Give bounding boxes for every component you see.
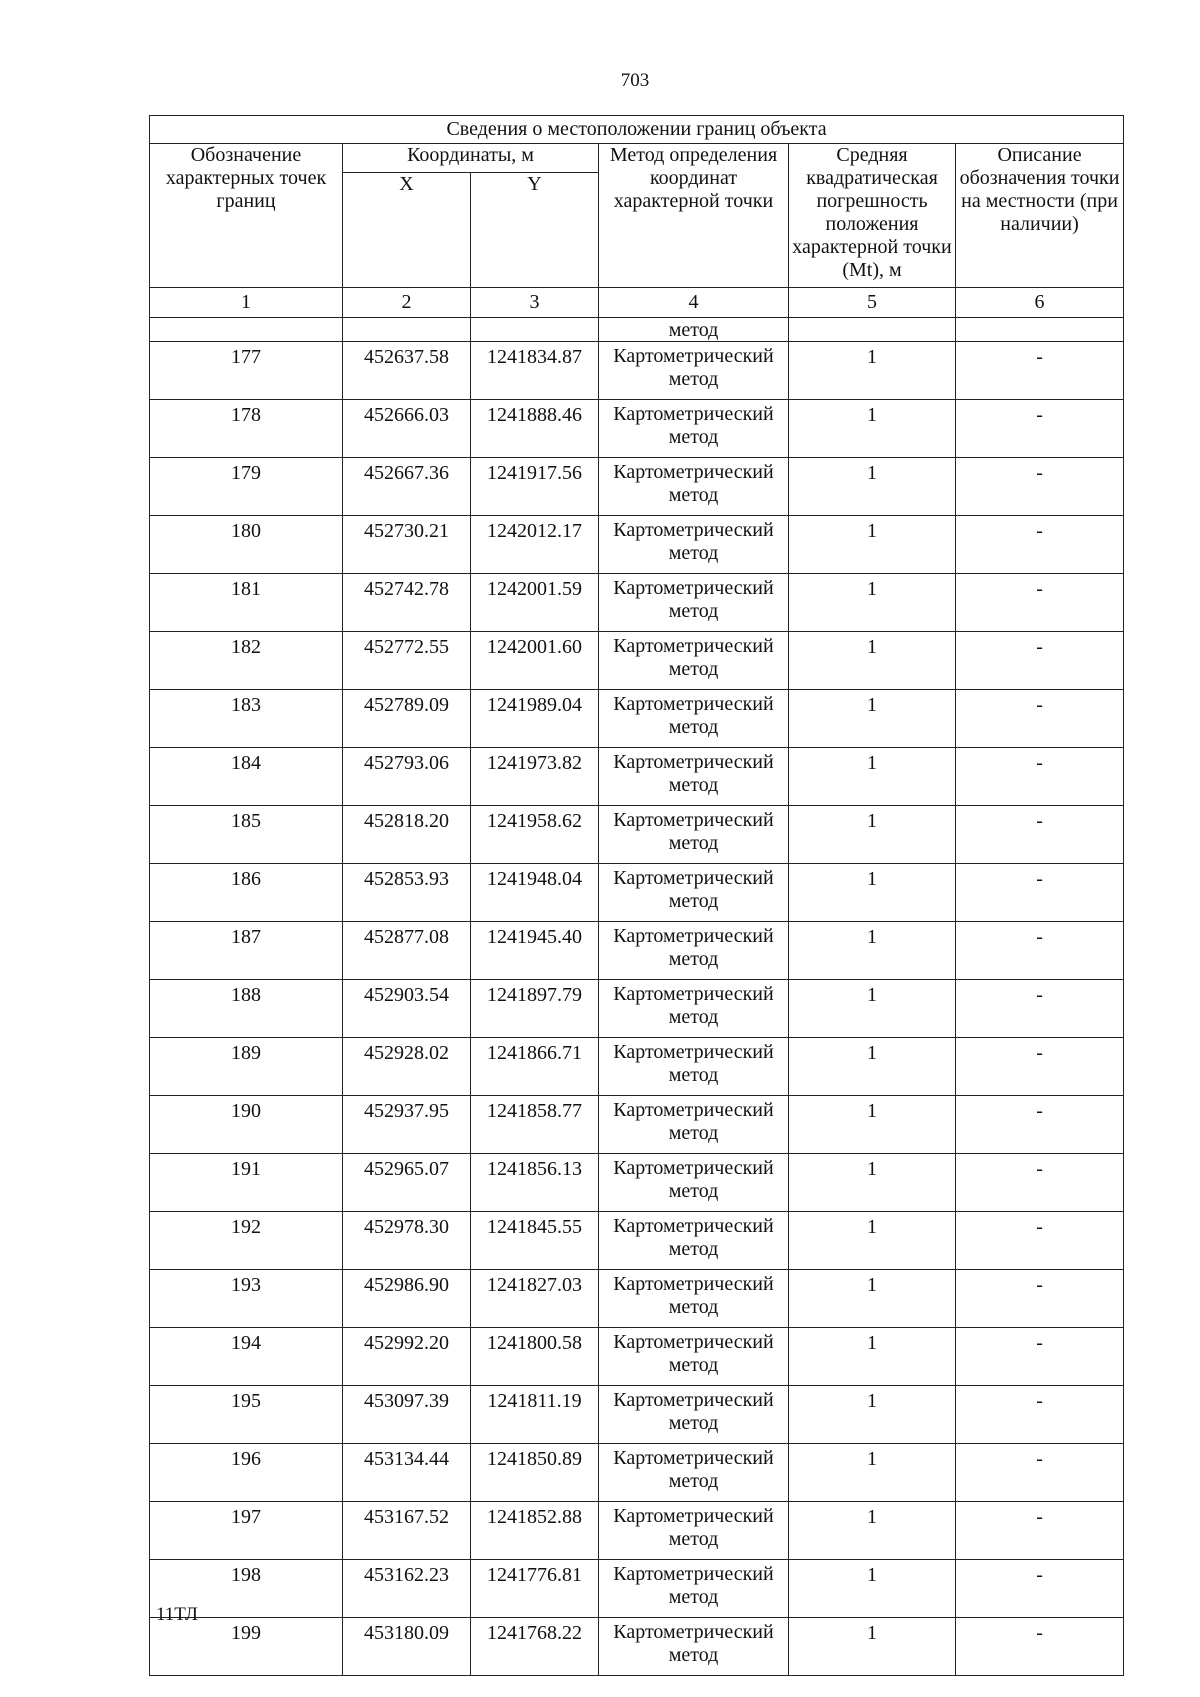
cell-error: 1 xyxy=(789,1502,956,1560)
cell-x: 452742.78 xyxy=(343,574,471,632)
cell-point: 190 xyxy=(150,1096,343,1154)
cell-x: 453167.52 xyxy=(343,1502,471,1560)
cell-error: 1 xyxy=(789,1096,956,1154)
cell-description: - xyxy=(956,1502,1124,1560)
cell-point: 194 xyxy=(150,1328,343,1386)
cell-y: 1241856.13 xyxy=(471,1154,599,1212)
cell-method: Картометрический метод xyxy=(599,632,789,690)
table-row xyxy=(150,1154,1124,1212)
cell-point: 199 xyxy=(150,1618,343,1676)
table-row xyxy=(150,1386,1124,1444)
cell-method: Картометрический метод xyxy=(599,342,789,400)
cell-method: Картометрический метод xyxy=(599,1270,789,1328)
cell-method: Картометрический метод xyxy=(599,458,789,516)
cell-x: 453162.23 xyxy=(343,1560,471,1618)
cell-error: 1 xyxy=(789,748,956,806)
cell-error: 1 xyxy=(789,1270,956,1328)
cell-x: 452818.20 xyxy=(343,806,471,864)
cell-error: 1 xyxy=(789,632,956,690)
cell-x: 452667.36 xyxy=(343,458,471,516)
cell-point: 184 xyxy=(150,748,343,806)
column-number: 1 xyxy=(150,288,343,318)
table-row xyxy=(150,1038,1124,1096)
cell-x: 452928.02 xyxy=(343,1038,471,1096)
cell-description: - xyxy=(956,458,1124,516)
cell-x: 453180.09 xyxy=(343,1618,471,1676)
cell-error: 1 xyxy=(789,690,956,748)
table-row xyxy=(150,1270,1124,1328)
cell-y: 1241811.19 xyxy=(471,1386,599,1444)
cell-method: Картометрический метод xyxy=(599,690,789,748)
cell-error: 1 xyxy=(789,1328,956,1386)
cell-x: 452666.03 xyxy=(343,400,471,458)
cell-error: 1 xyxy=(789,1618,956,1676)
table-body xyxy=(150,318,1124,1676)
table-row xyxy=(150,864,1124,922)
table-row xyxy=(150,1502,1124,1560)
cell-method: Картометрический метод xyxy=(599,748,789,806)
column-number: 2 xyxy=(343,288,471,318)
table-row xyxy=(150,516,1124,574)
table-row xyxy=(150,1560,1124,1618)
column-number: 6 xyxy=(956,288,1124,318)
cell-point: 182 xyxy=(150,632,343,690)
cell-error: 1 xyxy=(789,1560,956,1618)
cell-x: 452903.54 xyxy=(343,980,471,1038)
cell-error: 1 xyxy=(789,922,956,980)
table-title: Сведения о местоположении границ объекта xyxy=(150,116,1124,144)
cell-y: 1241776.81 xyxy=(471,1560,599,1618)
cell-description: - xyxy=(956,1038,1124,1096)
cell-method: Картометрический метод xyxy=(599,980,789,1038)
table-row xyxy=(150,342,1124,400)
table-row xyxy=(150,400,1124,458)
cell-description: - xyxy=(956,748,1124,806)
cell-y: 1241768.22 xyxy=(471,1618,599,1676)
cell-error: 1 xyxy=(789,574,956,632)
cell-y: 1241917.56 xyxy=(471,458,599,516)
cell-y: 1241897.79 xyxy=(471,980,599,1038)
cell-description: - xyxy=(956,922,1124,980)
table-row xyxy=(150,1212,1124,1270)
cell-description: - xyxy=(956,690,1124,748)
cell-point: 183 xyxy=(150,690,343,748)
continuation-method: метод xyxy=(599,318,789,342)
cell-y: 1241845.55 xyxy=(471,1212,599,1270)
column-number: 5 xyxy=(789,288,956,318)
cell-y: 1241800.58 xyxy=(471,1328,599,1386)
cell-error: 1 xyxy=(789,1212,956,1270)
table-row xyxy=(150,748,1124,806)
cell-x: 452637.58 xyxy=(343,342,471,400)
header-method: Метод определения координат характерной точки xyxy=(599,144,789,288)
table-row xyxy=(150,574,1124,632)
cell-description: - xyxy=(956,1560,1124,1618)
cell-point: 179 xyxy=(150,458,343,516)
cell-x: 452965.07 xyxy=(343,1154,471,1212)
cell-description: - xyxy=(956,980,1124,1038)
cell-method: Картометрический метод xyxy=(599,516,789,574)
cell-description: - xyxy=(956,1618,1124,1676)
cell-x: 452853.93 xyxy=(343,864,471,922)
cell-error: 1 xyxy=(789,1386,956,1444)
cell-description: - xyxy=(956,632,1124,690)
table-row xyxy=(150,980,1124,1038)
cell-x: 452772.55 xyxy=(343,632,471,690)
cell-description: - xyxy=(956,1154,1124,1212)
cell-method: Картометрический метод xyxy=(599,922,789,980)
footer-code: 11ТЛ xyxy=(156,1604,198,1625)
column-number: 4 xyxy=(599,288,789,318)
cell-x: 452937.95 xyxy=(343,1096,471,1154)
cell-point: 189 xyxy=(150,1038,343,1096)
cell-method: Картометрический метод xyxy=(599,1444,789,1502)
cell-method: Картометрический метод xyxy=(599,1038,789,1096)
cell-x: 453134.44 xyxy=(343,1444,471,1502)
table-row xyxy=(150,458,1124,516)
table-row xyxy=(150,1444,1124,1502)
cell-method: Картометрический метод xyxy=(599,1618,789,1676)
cell-point: 180 xyxy=(150,516,343,574)
cell-y: 1241958.62 xyxy=(471,806,599,864)
cell-y: 1241852.88 xyxy=(471,1502,599,1560)
cell-y: 1242001.60 xyxy=(471,632,599,690)
page-number: 703 xyxy=(620,70,650,91)
cell-method: Картометрический метод xyxy=(599,574,789,632)
cell-y: 1241948.04 xyxy=(471,864,599,922)
cell-y: 1241834.87 xyxy=(471,342,599,400)
cell-x: 452789.09 xyxy=(343,690,471,748)
cell-point: 197 xyxy=(150,1502,343,1560)
cell-error: 1 xyxy=(789,516,956,574)
table-row xyxy=(150,632,1124,690)
header-description: Описание обозначения точки на местности (при наличии) xyxy=(956,144,1124,288)
cell-point: 191 xyxy=(150,1154,343,1212)
cell-method: Картометрический метод xyxy=(599,1328,789,1386)
header-point: Обозначение характерных точек границ xyxy=(150,144,343,288)
table-row xyxy=(150,690,1124,748)
cell-point: 177 xyxy=(150,342,343,400)
table-row xyxy=(150,1096,1124,1154)
cell-method: Картометрический метод xyxy=(599,1154,789,1212)
cell-description: - xyxy=(956,1328,1124,1386)
table-row xyxy=(150,806,1124,864)
cell-method: Картометрический метод xyxy=(599,864,789,922)
cell-description: - xyxy=(956,806,1124,864)
cell-error: 1 xyxy=(789,1038,956,1096)
header-error: Средняя квадратическая погрешность положения характерной точки (Mt), м xyxy=(789,144,956,288)
cell-point: 181 xyxy=(150,574,343,632)
column-number: 3 xyxy=(471,288,599,318)
cell-error: 1 xyxy=(789,1444,956,1502)
cell-y: 1242001.59 xyxy=(471,574,599,632)
cell-x: 452793.06 xyxy=(343,748,471,806)
cell-error: 1 xyxy=(789,458,956,516)
cell-method: Картометрический метод xyxy=(599,1502,789,1560)
cell-x: 453097.39 xyxy=(343,1386,471,1444)
table-row xyxy=(150,922,1124,980)
cell-method: Картометрический метод xyxy=(599,1212,789,1270)
cell-error: 1 xyxy=(789,980,956,1038)
cell-point: 198 xyxy=(150,1560,343,1618)
cell-y: 1241888.46 xyxy=(471,400,599,458)
cell-description: - xyxy=(956,516,1124,574)
header-x: X xyxy=(343,173,471,288)
cell-description: - xyxy=(956,574,1124,632)
cell-y: 1241827.03 xyxy=(471,1270,599,1328)
cell-x: 452730.21 xyxy=(343,516,471,574)
cell-method: Картометрический метод xyxy=(599,1386,789,1444)
cell-method: Картометрический метод xyxy=(599,1560,789,1618)
cell-x: 452992.20 xyxy=(343,1328,471,1386)
cell-error: 1 xyxy=(789,342,956,400)
cell-point: 185 xyxy=(150,806,343,864)
cell-description: - xyxy=(956,1212,1124,1270)
cell-x: 452877.08 xyxy=(343,922,471,980)
cell-method: Картометрический метод xyxy=(599,1096,789,1154)
cell-point: 187 xyxy=(150,922,343,980)
cell-error: 1 xyxy=(789,806,956,864)
cell-error: 1 xyxy=(789,400,956,458)
cell-description: - xyxy=(956,400,1124,458)
cell-point: 195 xyxy=(150,1386,343,1444)
cell-description: - xyxy=(956,342,1124,400)
cell-description: - xyxy=(956,1270,1124,1328)
cell-y: 1241945.40 xyxy=(471,922,599,980)
cell-point: 192 xyxy=(150,1212,343,1270)
cell-description: - xyxy=(956,1444,1124,1502)
cell-description: - xyxy=(956,864,1124,922)
cell-y: 1241973.82 xyxy=(471,748,599,806)
cell-description: - xyxy=(956,1386,1124,1444)
cell-point: 193 xyxy=(150,1270,343,1328)
cell-method: Картометрический метод xyxy=(599,806,789,864)
cell-method: Картометрический метод xyxy=(599,400,789,458)
cell-error: 1 xyxy=(789,864,956,922)
cell-y: 1241850.89 xyxy=(471,1444,599,1502)
cell-point: 178 xyxy=(150,400,343,458)
cell-y: 1242012.17 xyxy=(471,516,599,574)
table-row xyxy=(150,1618,1124,1676)
cell-x: 452978.30 xyxy=(343,1212,471,1270)
continuation-row xyxy=(150,318,1124,342)
cell-y: 1241989.04 xyxy=(471,690,599,748)
table-row xyxy=(150,1328,1124,1386)
cell-description: - xyxy=(956,1096,1124,1154)
header-y: Y xyxy=(471,173,599,288)
cell-point: 196 xyxy=(150,1444,343,1502)
header-coordinates: Координаты, м xyxy=(343,144,599,173)
cell-error: 1 xyxy=(789,1154,956,1212)
boundary-coordinates-table xyxy=(149,115,1124,1676)
cell-point: 188 xyxy=(150,980,343,1038)
cell-point: 186 xyxy=(150,864,343,922)
cell-y: 1241866.71 xyxy=(471,1038,599,1096)
cell-x: 452986.90 xyxy=(343,1270,471,1328)
cell-y: 1241858.77 xyxy=(471,1096,599,1154)
